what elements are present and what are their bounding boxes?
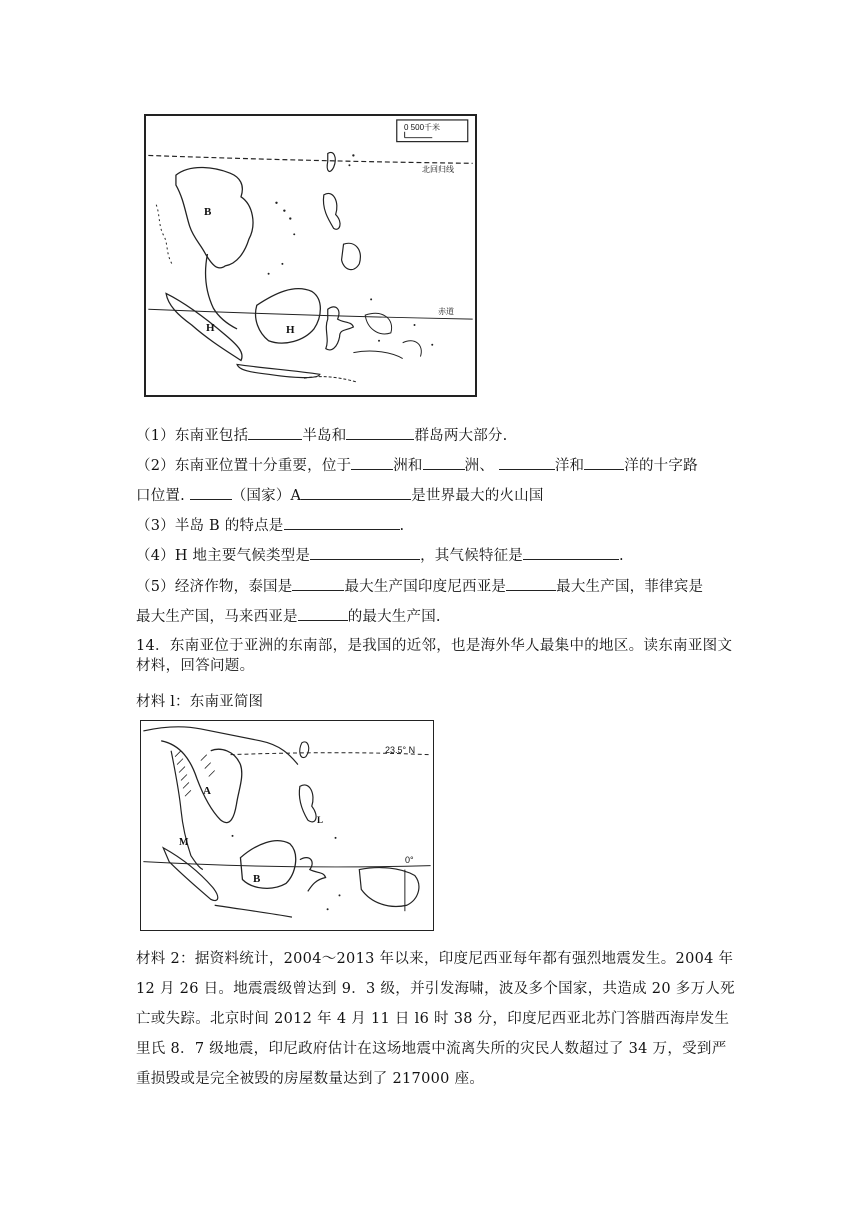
question-2-line-1: [136, 455, 698, 476]
q1-blank-2[interactable]: [346, 425, 414, 440]
southeast-asia-map-2: [140, 720, 434, 931]
q2-blank-4[interactable]: [584, 455, 624, 470]
question-3: [136, 515, 404, 536]
q3-blank-1[interactable]: [284, 515, 400, 530]
q4-text-post: .: [619, 548, 624, 564]
material-1-caption: 材料 l：东南亚简图: [136, 694, 264, 710]
question-1: [136, 425, 507, 446]
q5-text-post: 最大生产国，菲律宾是: [556, 579, 704, 595]
q4-blank-1[interactable]: [310, 545, 420, 560]
map1-equator-label: 赤道: [438, 307, 454, 316]
map2-label-m: M: [179, 837, 189, 848]
q2-text-4: 洋和: [554, 458, 585, 474]
q2-blank-3[interactable]: [499, 455, 555, 470]
map2-label-b: B: [253, 873, 261, 885]
question-4: [136, 545, 624, 566]
q5b-text-post: 的最大生产国.: [347, 609, 441, 625]
q2-blank-2[interactable]: [423, 455, 465, 470]
q4-blank-2[interactable]: [523, 545, 619, 560]
q3-text-post: .: [399, 518, 405, 534]
map1-scale-label: 0 500千米: [404, 123, 441, 132]
map1-label-h2: H: [286, 324, 295, 336]
map1-drawing: [146, 116, 475, 395]
map1-tropic-label: 北回归线: [422, 165, 454, 174]
q5b-text-pre: 最大生产国，马来西亚是: [136, 609, 298, 625]
q3-text-pre: （3）半岛 B 的特点是: [136, 518, 284, 534]
map2-label-l: L: [317, 815, 324, 825]
q2-blank-1[interactable]: [351, 455, 393, 470]
q1-text-mid: 半岛和: [302, 428, 347, 444]
q2-text-3: 洲、: [464, 458, 495, 474]
q4-text-pre: （4）H 地主要气候类型是: [136, 548, 311, 564]
q5-blank-2[interactable]: [506, 576, 556, 591]
q5-blank-1[interactable]: [292, 576, 344, 591]
map2-equator-label: 0°: [405, 855, 414, 865]
q1-text-post: 群岛两大部分.: [414, 428, 508, 444]
map1-label-h1: H: [206, 322, 215, 334]
question-5-line-2: [136, 606, 441, 627]
southeast-asia-map-1: [144, 114, 477, 397]
map2-tropic-label: 23.5° N: [385, 745, 416, 755]
q5-text-pre: （5）经济作物，泰国是: [136, 579, 293, 595]
q5-blank-3[interactable]: [298, 606, 348, 621]
q2b-text-pre: 口位置.: [136, 488, 185, 504]
question-5-line-1: [136, 576, 703, 597]
q2b-text-post: 是世界最大的火山国: [411, 488, 544, 504]
q2-text-2: 洲和: [393, 458, 423, 474]
q2b-text-2: （国家）A: [231, 488, 302, 504]
map2-label-a: A: [203, 785, 211, 797]
q1-blank-1[interactable]: [248, 425, 302, 440]
question-14: 14．东南亚位于亚洲的东南部，是我国的近邻，也是海外华人最集中的地区。读东南亚图文材料，回答问题。: [136, 638, 733, 674]
q2-text-pre: （2）东南亚位置十分重要，位于: [136, 458, 352, 474]
question-2-line-2: [136, 485, 544, 506]
map1-label-b: B: [204, 206, 212, 218]
material-2-paragraph: 材料 2：据资料统计，2004～2013 年以来，印度尼西亚每年都有强烈地震发生。2004 年 12 月 26 日。地震震级曾达到 9．3 级，并引发海啸，波及多个国家，共造成 20 多万人死亡或失踪。北京时间 2012 年 4 月 11 日 l6 时 38 分，印度尼西亚北苏门答腊西海岸发生里氏 8．7 级地震，印尼政府估计在这场地震中流离失所的灾民人数超过了 34 万，受到严重损毁或是完全被毁的房屋数量达到了 217000 座。: [136, 951, 735, 1087]
q1-text-pre: （1）东南亚包括: [136, 428, 249, 444]
q2-blank-6[interactable]: [301, 485, 411, 500]
q2-text-5: 洋的十字路: [624, 458, 698, 474]
q5-text-mid: 最大生产国印度尼西亚是: [344, 579, 507, 595]
q2-blank-5[interactable]: [190, 485, 232, 500]
q4-text-mid: ，其气候特征是: [420, 548, 523, 564]
